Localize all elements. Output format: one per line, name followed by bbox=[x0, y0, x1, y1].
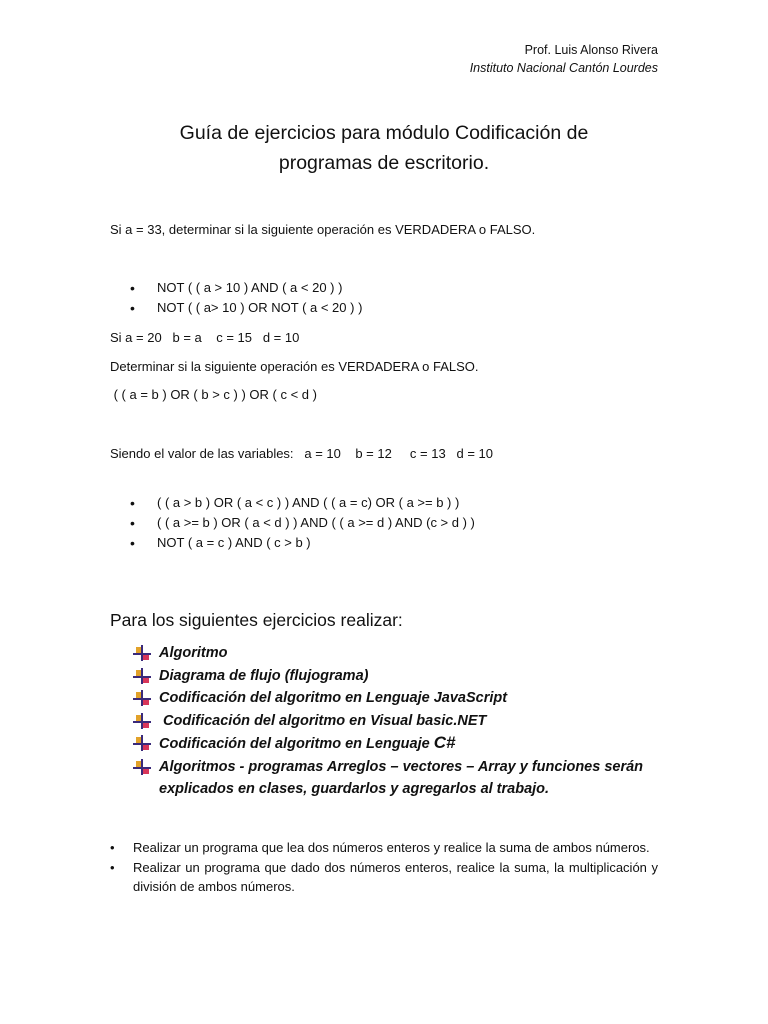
task-item bbox=[133, 687, 659, 709]
section-heading: Para los siguientes ejercicios realizar: bbox=[110, 610, 403, 630]
block3-list bbox=[130, 494, 475, 554]
block3-vars: Siendo el valor de las variables: a = 10 b = 12 c = 13 d = 10 bbox=[110, 446, 494, 461]
block1-intro: Si a = 33, determinar si la siguiente operación es VERDADERA o FALSO. bbox=[110, 222, 536, 237]
exercise-item: • Realizar un programa que lea dos números enteros y realice la suma de ambos números. bbox=[110, 838, 658, 858]
exercise-list bbox=[110, 838, 658, 897]
bullet-cross-icon bbox=[133, 759, 151, 775]
block2-expression: ( ( a = b ) OR ( b > c ) ) OR ( c < d ) bbox=[110, 387, 317, 402]
task-label: Algoritmo bbox=[159, 645, 228, 661]
list-item: • NOT ( ( a> 10 ) OR NOT ( a < 20 ) ) bbox=[130, 299, 362, 319]
task-label: Codificación del algoritmo en Lenguaje bbox=[159, 736, 434, 752]
task-label: Algoritmos - programas Arreglos – vectores – Array y funciones serán explicados en clases, guardarlos y agregarlos al trabajo. bbox=[159, 758, 644, 797]
task-item bbox=[133, 665, 659, 687]
bullet-cross-icon bbox=[133, 713, 151, 729]
block2-vars: Si a = 20 b = a c = 15 d = 10 bbox=[110, 330, 300, 345]
task-label: Codificación del algoritmo en Visual basic.NET bbox=[159, 712, 487, 729]
list-item: • NOT ( a = c ) AND ( c > b ) bbox=[130, 534, 475, 554]
block2-intro: Determinar si la siguiente operación es VERDADERA o FALSO. bbox=[110, 359, 479, 374]
title-line-1: Guía de ejercicios para módulo Codificación de bbox=[179, 122, 589, 144]
task-item bbox=[133, 756, 659, 800]
exercise-item: • Realizar un programa que dado dos números enteros, realice la suma, la multiplicación y división de ambos números. bbox=[110, 858, 658, 897]
task-item bbox=[133, 710, 659, 732]
document-header bbox=[470, 41, 658, 77]
document-title bbox=[110, 118, 658, 178]
title-line-2: programas de escritorio. bbox=[278, 152, 490, 174]
block1-list bbox=[130, 279, 362, 319]
bullet-cross-icon bbox=[133, 690, 151, 706]
bullet-cross-icon bbox=[133, 668, 151, 684]
author-name: Prof. Luis Alonso Rivera bbox=[524, 43, 658, 57]
list-item: • ( ( a > b ) OR ( a < c ) ) AND ( ( a = c) OR ( a >= b ) ) bbox=[130, 494, 475, 514]
institution-name: Instituto Nacional Cantón Lourdes bbox=[469, 61, 658, 75]
bullet-cross-icon bbox=[133, 645, 151, 661]
csharp-label: C# bbox=[433, 733, 456, 752]
list-item: • ( ( a >= b ) OR ( a < d ) ) AND ( ( a >= d ) AND (c > d ) ) bbox=[130, 514, 475, 534]
task-item bbox=[133, 732, 659, 755]
task-list bbox=[133, 642, 659, 800]
task-label: Diagrama de flujo (flujograma) bbox=[159, 667, 369, 684]
task-label: Codificación del algoritmo en Lenguaje JavaScript bbox=[159, 690, 508, 706]
bullet-cross-icon bbox=[133, 735, 151, 751]
task-item bbox=[133, 642, 659, 664]
list-item: • NOT ( ( a > 10 ) AND ( a < 20 ) ) bbox=[130, 279, 362, 299]
